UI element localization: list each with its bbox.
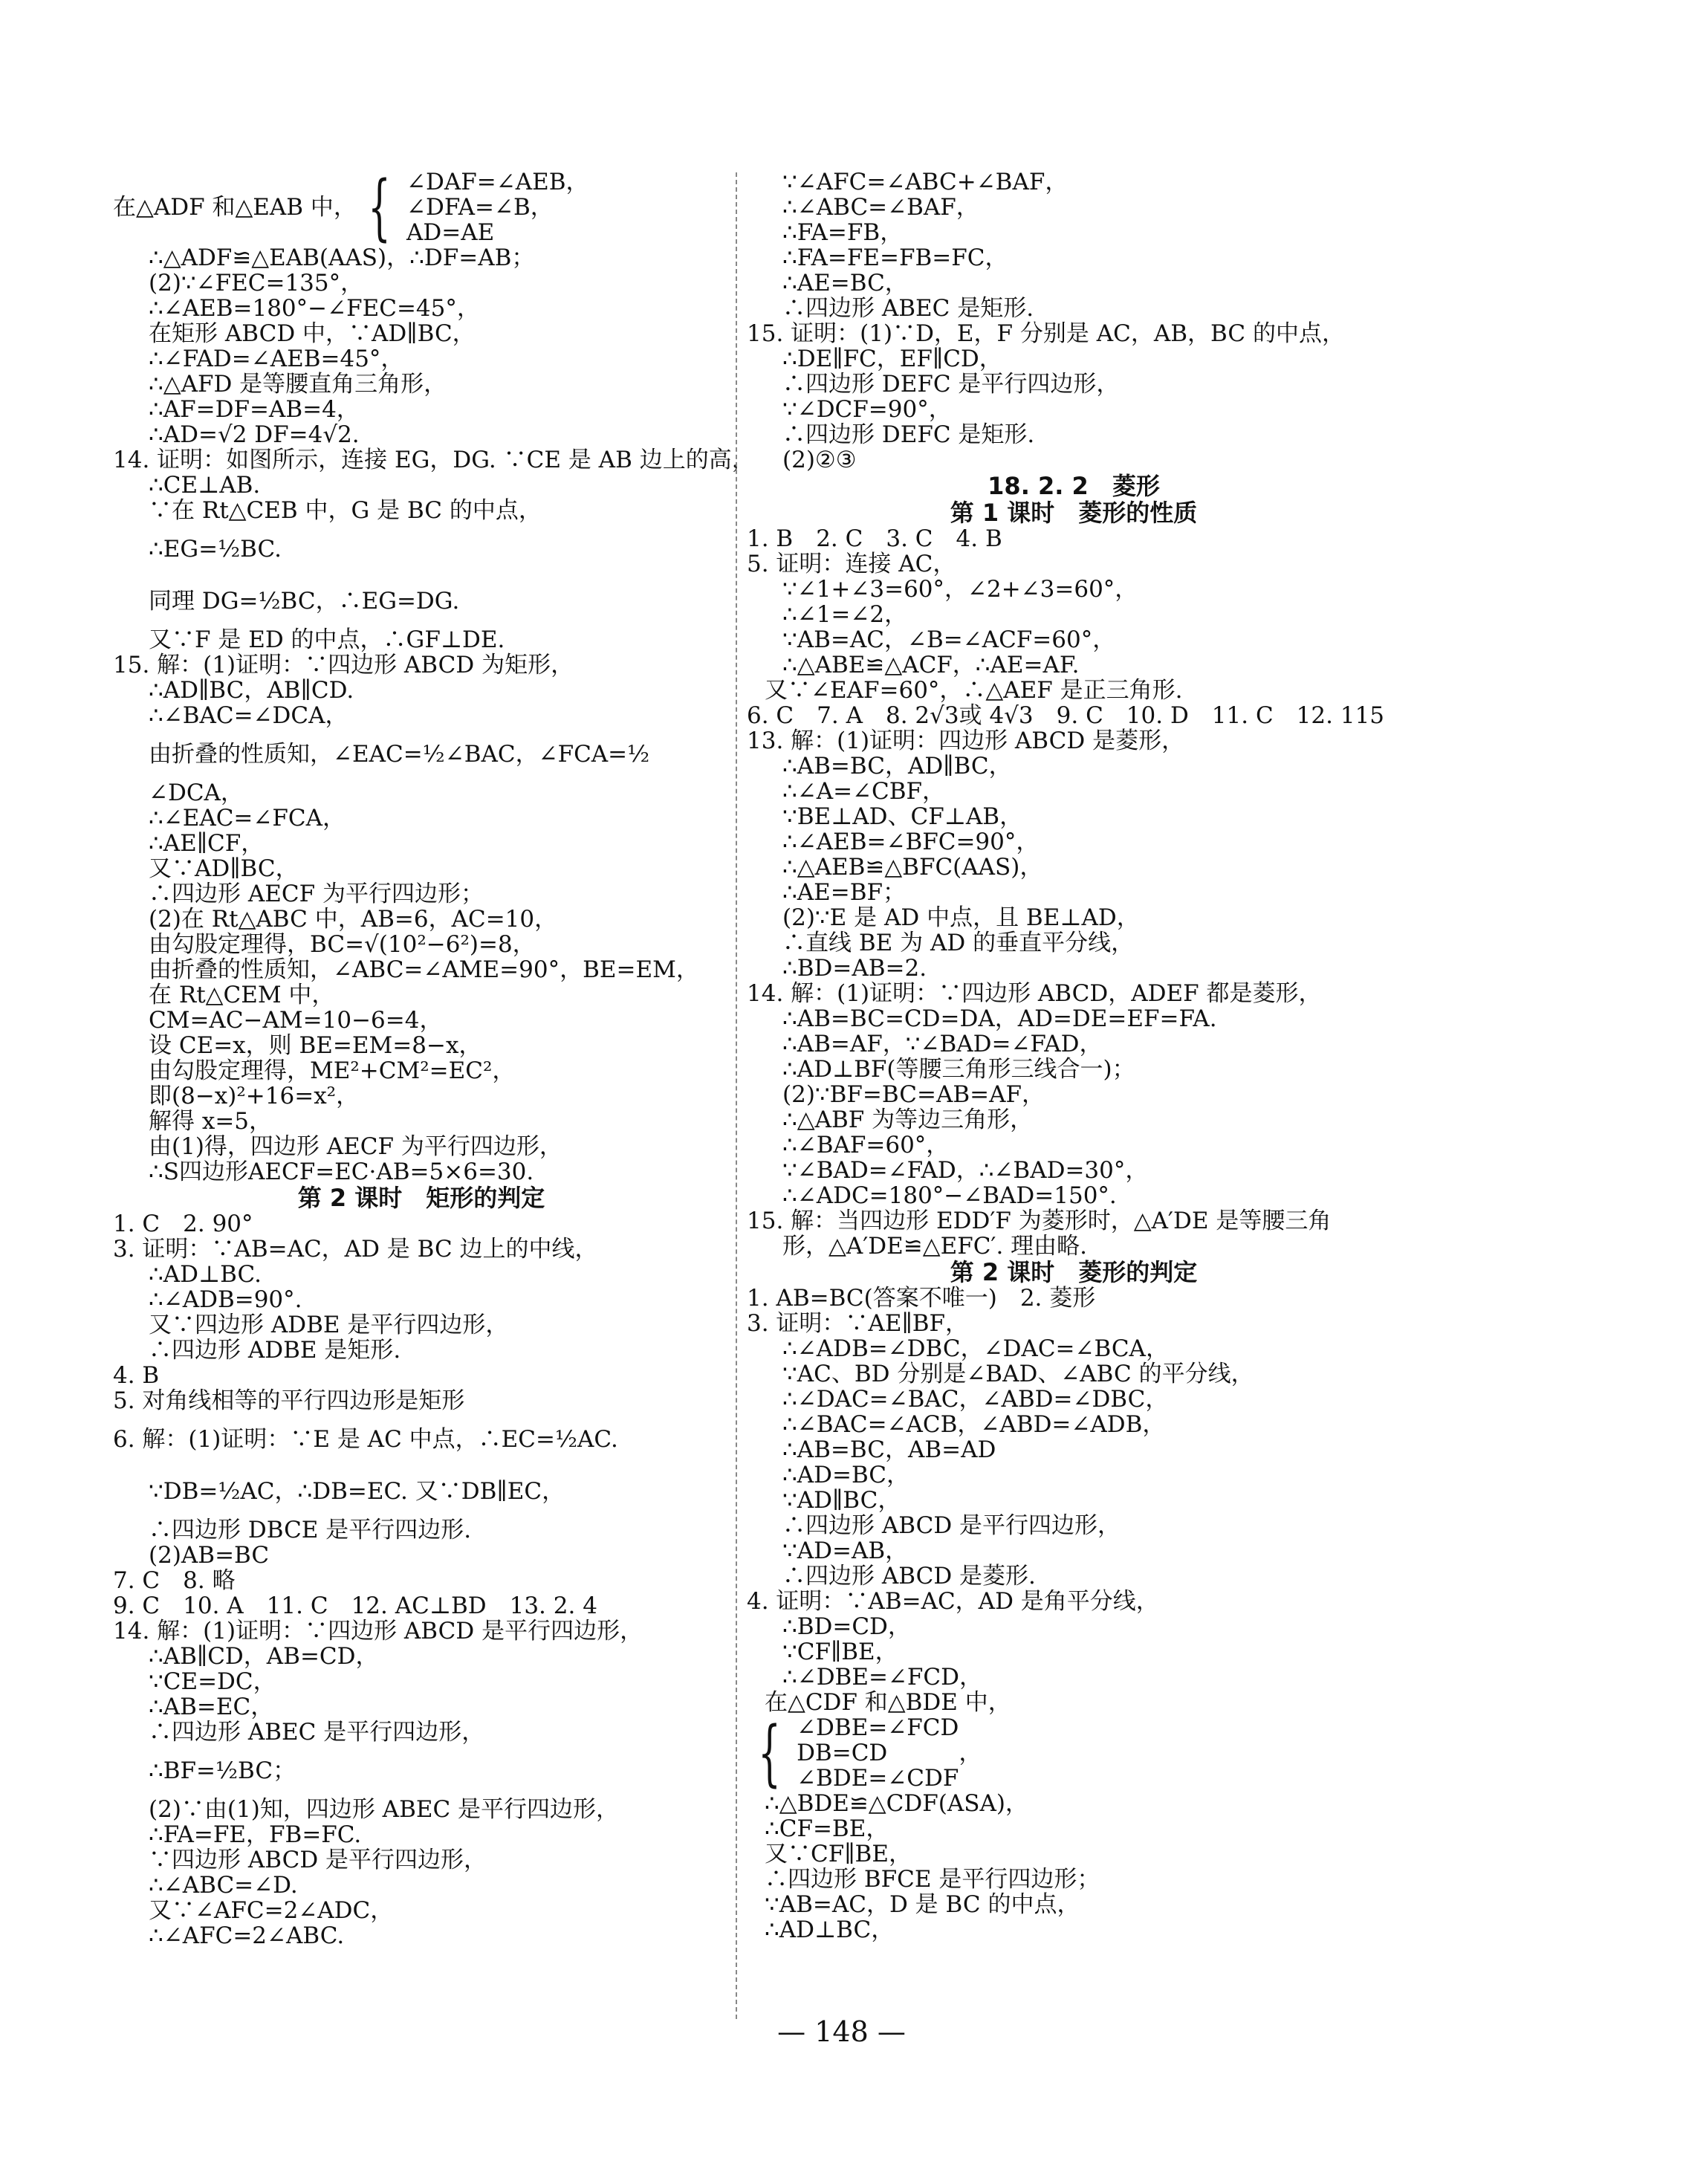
text-line: (2)∵由(1)知，四边形 ABEC 是平行四边形， bbox=[149, 1796, 620, 1823]
text-line: ∴四边形 ABEC 是平行四边形， bbox=[149, 1719, 485, 1746]
text-line: 1. B 2. C 3. C 4. B bbox=[747, 525, 1002, 552]
text-line: ∴AD⊥BC. bbox=[149, 1261, 262, 1288]
brace-condition-block bbox=[113, 166, 730, 249]
text-line: ∴AB=BC，AB=AD bbox=[782, 1436, 996, 1463]
text-line: 6. 解：(1)证明：∵E 是 AC 中点，∴EC=½AC. bbox=[113, 1426, 618, 1453]
text-line: ∴四边形 AECF 为平行四边形； bbox=[149, 881, 484, 907]
text-line: 3. 证明：∵AB=AC，AD 是 BC 边上的中线， bbox=[113, 1236, 598, 1263]
text-line: 4. B bbox=[113, 1362, 160, 1389]
text-line: ∴∠AEB=180°−∠FEC=45°， bbox=[149, 295, 480, 322]
text-line: 1. AB=BC(答案不唯一) 2. 菱形 bbox=[747, 1285, 1096, 1312]
text-line: ∴AE=BF； bbox=[782, 879, 907, 906]
text-line: 解得 x=5， bbox=[149, 1108, 273, 1135]
text-line: AD=AE bbox=[406, 219, 495, 246]
text-line: ∵四边形 ABCD 是平行四边形， bbox=[149, 1847, 487, 1873]
text-line: ∴四边形 DEFC 是矩形. bbox=[782, 421, 1035, 448]
text-line: ∵DB=½AC，∴DB=EC. 又∵DB∥EC， bbox=[149, 1478, 565, 1505]
text-line: ∴AD⊥BC， bbox=[765, 1916, 895, 1943]
text-line: ∵∠AFC=∠ABC+∠BAF， bbox=[782, 169, 1069, 195]
text-line: (2)∵BF=BC=AB=AF， bbox=[782, 1081, 1045, 1108]
text-line: ∵∠1+∠3=60°，∠2+∠3=60°， bbox=[782, 576, 1138, 603]
text-line: ∴FA=FE=FB=FC， bbox=[782, 244, 1008, 271]
text-line: 14. 解：(1)证明：∵四边形 ABCD，ADEF 都是菱形， bbox=[747, 980, 1322, 1007]
text-line: ∵AD∥BC， bbox=[782, 1487, 901, 1514]
text-line: ∴BD=AB=2. bbox=[782, 955, 927, 982]
text-line: (2)∵E 是 AD 中点，且 BE⊥AD， bbox=[782, 904, 1140, 931]
text-line: ∴CF=BE， bbox=[765, 1815, 889, 1842]
text-line: ∴△ABE≌△ACF，∴AE=AF. bbox=[782, 652, 1080, 678]
text-line: ∴∠EAC=∠FCA， bbox=[149, 805, 346, 832]
text-line: 即(8−x)²+16=x²， bbox=[149, 1083, 360, 1109]
text-line: ∴AB=AF，∵∠BAD=∠FAD， bbox=[782, 1031, 1103, 1057]
text-line: ∴∠AEB=∠BFC=90°， bbox=[782, 829, 1040, 855]
text-line: ∵在 Rt△CEB 中，G 是 BC 的中点， bbox=[149, 497, 542, 524]
text-line: 又∵CF∥BE， bbox=[765, 1841, 912, 1867]
text-line: ∠DAF=∠AEB， bbox=[406, 169, 589, 195]
text-line: ∴△ABF 为等边三角形， bbox=[782, 1106, 1034, 1133]
text-line: ∴∠ABC=∠BAF， bbox=[782, 194, 979, 221]
text-line: ∴四边形 ABCD 是菱形. bbox=[782, 1563, 1036, 1590]
text-line: ∴AD=BC， bbox=[782, 1462, 910, 1488]
text-line: ∴∠FAD=∠AEB=45°， bbox=[149, 346, 404, 372]
section-heading: 第 2 课时 菱形的判定 bbox=[950, 1258, 1198, 1286]
text-line: ∵AD=AB， bbox=[782, 1537, 909, 1564]
text-line: ∴AB=BC，AD∥BC， bbox=[782, 753, 1012, 780]
text-line: ∴BD=CD， bbox=[782, 1613, 911, 1640]
text-line: 在△ADF 和△EAB 中， bbox=[113, 194, 357, 221]
text-line: 又∵∠EAF=60°，∴△AEF 是正三角形. bbox=[765, 677, 1183, 704]
text-line: 由(1)得，四边形 AECF 为平行四边形， bbox=[149, 1133, 562, 1160]
text-line: ∵∠DCF=90°， bbox=[782, 396, 952, 423]
text-line: 14. 解：(1)证明：∵四边形 ABCD 是平行四边形， bbox=[113, 1618, 643, 1645]
text-line: ∴FA=FB， bbox=[782, 219, 904, 246]
text-line: ∴四边形 ADBE 是矩形. bbox=[149, 1337, 401, 1364]
text-line: 5. 对角线相等的平行四边形是矩形 bbox=[113, 1387, 465, 1414]
text-line: ∴△AFD 是等腰直角三角形， bbox=[149, 371, 447, 398]
text-line: ∴∠BAC=∠ACB，∠ABD=∠ADB， bbox=[782, 1411, 1166, 1438]
text-line: ∴四边形 ABEC 是矩形. bbox=[782, 295, 1034, 322]
text-line: 由折叠的性质知，∠EAC=½∠BAC，∠FCA=½ bbox=[149, 741, 650, 768]
text-line: 在矩形 ABCD 中，∵AD∥BC， bbox=[149, 320, 476, 347]
text-line: 9. C 10. A 11. C 12. AC⊥BD 13. 2. 4 bbox=[113, 1592, 597, 1619]
text-line: ∴EG=½BC. bbox=[149, 536, 282, 563]
text-line: 15. 证明：(1)∵D，E，F 分别是 AC，AB，BC 的中点， bbox=[747, 320, 1345, 347]
text-line: 又∵∠AFC=2∠ADC， bbox=[149, 1897, 394, 1924]
text-line: (2)AB=BC bbox=[149, 1542, 270, 1569]
text-line: ∴∠AFC=2∠ABC. bbox=[149, 1922, 345, 1949]
text-line: (2)在 Rt△ABC 中，AB=6，AC=10， bbox=[149, 906, 558, 933]
text-line: ∴CE⊥AB. bbox=[149, 472, 261, 499]
text-line: ∴△ADF≌△EAB(AAS)，∴DF=AB； bbox=[149, 244, 535, 271]
text-line: ∠BDE=∠CDF bbox=[797, 1765, 959, 1792]
right-column bbox=[747, 169, 1401, 1942]
text-line: 由勾股定理得，ME²+CM²=EC²， bbox=[149, 1057, 516, 1084]
text-line: 在 Rt△CEM 中， bbox=[149, 982, 335, 1008]
text-line: (2)②③ bbox=[782, 447, 857, 473]
text-line: ∴△AEB≌△BFC(AAS)， bbox=[782, 854, 1043, 881]
text-line: ∴∠ADB=90°. bbox=[149, 1286, 302, 1313]
text-line: ∵CF∥BE， bbox=[782, 1639, 898, 1665]
text-line: 7. C 8. 略 bbox=[113, 1567, 236, 1594]
text-line: ∴AD=√2 DF=4√2. bbox=[149, 421, 360, 448]
text-line: ， bbox=[959, 1740, 982, 1766]
brace-lines bbox=[797, 1715, 959, 1791]
text-line: ∴∠DBE=∠FCD， bbox=[782, 1664, 982, 1691]
text-line: ∴BF=½BC； bbox=[149, 1757, 296, 1784]
text-line: 5. 证明：连接 AC， bbox=[747, 551, 956, 577]
text-line: ∴AB=EC， bbox=[149, 1694, 274, 1720]
text-line: 15. 解：(1)证明：∵四边形 ABCD 为矩形， bbox=[113, 652, 574, 678]
text-line: ∴∠ADB=∠DBC，∠DAC=∠BCA， bbox=[782, 1335, 1169, 1362]
text-line: ∴∠ABC=∠D. bbox=[149, 1872, 298, 1899]
text-line: ∴直线 BE 为 AD 的垂直平分线， bbox=[782, 930, 1135, 956]
text-line: ∴AE∥CF， bbox=[149, 830, 265, 857]
brace-lines bbox=[406, 169, 588, 245]
text-line: ∴FA=FE，FB=FC. bbox=[149, 1821, 362, 1848]
text-line: 同理 DG=½BC，∴EG=DG. bbox=[149, 588, 460, 615]
text-line: 14. 证明：如图所示，连接 EG，DG. ∵CE 是 AB 边上的高， bbox=[113, 447, 755, 473]
text-line: ∴四边形 DBCE 是平行四边形. bbox=[149, 1517, 472, 1543]
left-brace-icon: { bbox=[368, 166, 391, 249]
left-column bbox=[113, 166, 755, 1949]
text-line: 由折叠的性质知，∠ABC=∠AME=90°，BE=EM， bbox=[149, 956, 699, 983]
text-line: ∵AB=AC，∠B=∠ACF=60°， bbox=[782, 626, 1116, 653]
text-line: ∵∠BAD=∠FAD，∴∠BAD=30°， bbox=[782, 1157, 1149, 1184]
section-heading: 第 2 课时 矩形的判定 bbox=[297, 1184, 545, 1212]
text-line: ∴四边形 BFCE 是平行四边形； bbox=[765, 1866, 1100, 1893]
left-brace-icon: { bbox=[758, 1711, 781, 1795]
text-line: 又∵四边形 ADBE 是平行四边形， bbox=[149, 1312, 509, 1338]
text-line: ∴四边形 DEFC 是平行四边形， bbox=[782, 371, 1120, 398]
text-line: (2)∵∠FEC=135°， bbox=[149, 270, 364, 297]
section-heading: 第 1 课时 菱形的性质 bbox=[950, 499, 1198, 527]
text-line: ∵CE=DC， bbox=[149, 1668, 276, 1695]
text-line: ∠DFA=∠B， bbox=[406, 194, 554, 221]
text-line: ∴△BDE≌△CDF(ASA)， bbox=[765, 1790, 1028, 1817]
text-line: ∴AD∥BC，AB∥CD. bbox=[149, 677, 354, 704]
text-line: 15. 解：当四边形 EDD′F 为菱形时，△A′DE 是等腰三角 bbox=[747, 1208, 1332, 1234]
text-line: ∴四边形 ABCD 是平行四边形， bbox=[782, 1512, 1121, 1539]
brace-condition-block bbox=[747, 1711, 1401, 1795]
text-line: ∵BE⊥AD、CF⊥AB， bbox=[782, 803, 1023, 830]
text-line: ∵AC、BD 分别是∠BAD、∠ABC 的平分线， bbox=[782, 1361, 1254, 1387]
text-line: 由勾股定理得，BC=√(10²−6²)=8， bbox=[149, 931, 536, 958]
text-line: ∵AB=AC，D 是 BC 的中点， bbox=[765, 1891, 1080, 1918]
text-line: ∴∠1=∠2， bbox=[782, 601, 908, 628]
text-line: 形，△A′DE≌△EFC′. 理由略. bbox=[782, 1233, 1088, 1260]
text-line: ∴∠A=∠CBF， bbox=[782, 778, 946, 805]
text-line: ∠DBE=∠FCD bbox=[797, 1714, 959, 1741]
text-line: ∴∠BAC=∠DCA， bbox=[149, 702, 348, 729]
text-line: ∴AF=DF=AB=4， bbox=[149, 396, 360, 423]
text-line: ∴AB∥CD，AB=CD， bbox=[149, 1643, 379, 1670]
page-number: — 148 — bbox=[777, 2015, 906, 2048]
section-heading: 18. 2. 2 菱形 bbox=[988, 472, 1160, 500]
text-line: ∴∠BAF=60°， bbox=[782, 1132, 950, 1159]
text-line: DB=CD bbox=[797, 1740, 888, 1766]
text-line: ∴∠ADC=180°−∠BAD=150°. bbox=[782, 1182, 1117, 1209]
text-line: ∴S四边形AECF=EC·AB=5×6=30. bbox=[149, 1159, 534, 1185]
text-line: 1. C 2. 90° bbox=[113, 1211, 253, 1237]
text-line: 13. 解：(1)证明：四边形 ABCD 是菱形， bbox=[747, 728, 1185, 754]
text-line: 3. 证明：∵AE∥BF， bbox=[747, 1310, 969, 1337]
text-line: ∴AE=BC， bbox=[782, 270, 908, 297]
text-line: 设 CE=x，则 BE=EM=8−x， bbox=[149, 1032, 482, 1059]
text-line: ∴AD⊥BF(等腰三角形三线合一)； bbox=[782, 1056, 1135, 1083]
text-line: ∴DE∥FC，EF∥CD， bbox=[782, 346, 1002, 372]
text-line: 6. C 7. A 8. 2√3或 4√3 9. C 10. D 11. C 12. 115 bbox=[747, 702, 1385, 729]
text-line: 又∵AD∥BC， bbox=[149, 855, 299, 882]
text-line: ∠DCA， bbox=[149, 780, 244, 806]
text-line: ∴∠DAC=∠BAC，∠ABD=∠DBC， bbox=[782, 1386, 1169, 1413]
column-divider bbox=[736, 172, 737, 2019]
text-line: 4. 证明：∵AB=AC，AD 是角平分线， bbox=[747, 1588, 1159, 1615]
text-line: CM=AC−AM=10−6=4， bbox=[149, 1007, 443, 1034]
text-line: ∴AB=BC=CD=DA，AD=DE=EF=FA. bbox=[782, 1005, 1217, 1032]
text-line: 在△CDF 和△BDE 中， bbox=[765, 1689, 1011, 1716]
text-line: 又∵F 是 ED 的中点，∴GF⊥DE. bbox=[149, 626, 505, 653]
